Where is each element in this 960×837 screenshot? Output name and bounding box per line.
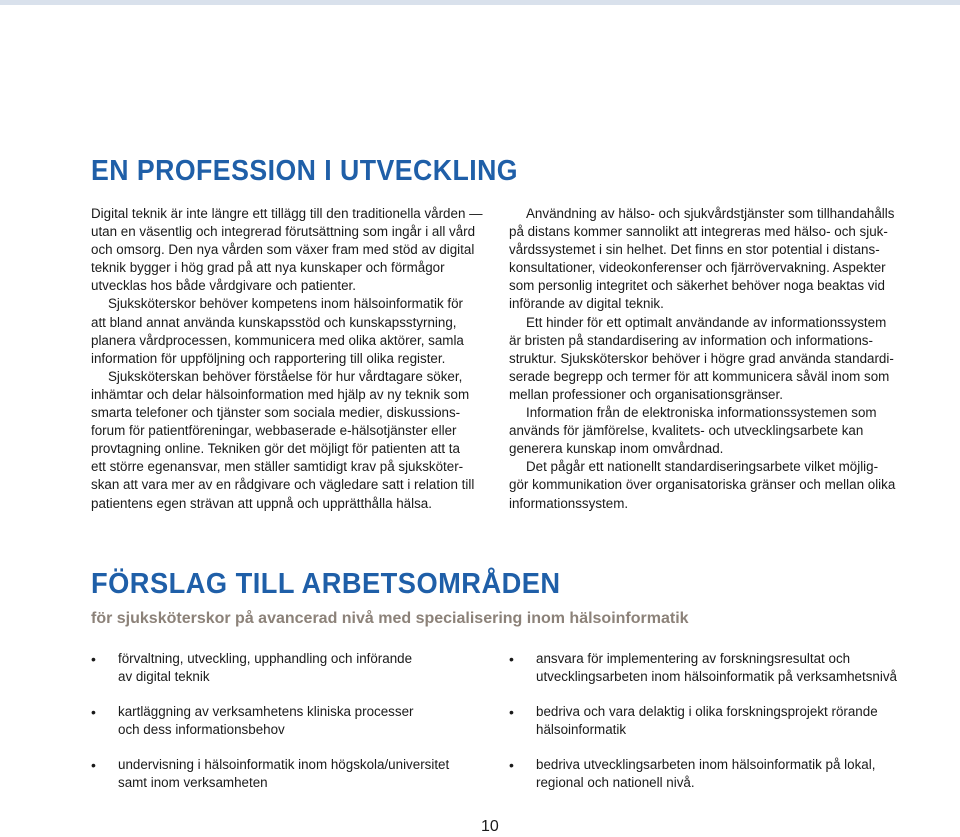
text-line: är bristen på standardisering av information och informations- — [509, 332, 873, 348]
text-line: vårdssystemet i sin helhet. Det finns en stor potential i distans- — [509, 242, 880, 258]
text-line: bedriva och vara delaktig i olika forskningsprojekt rörande — [536, 704, 878, 720]
bullet-icon: • — [91, 651, 96, 667]
text-line: kartläggning av verksamhetens kliniska processer — [118, 704, 414, 720]
text-line: samt inom verksamheten — [118, 775, 268, 791]
paragraph — [91, 368, 481, 513]
text-line: Information från de elektroniska informationssystemen som — [526, 405, 877, 421]
text-line: införande av digital teknik. — [509, 296, 664, 312]
text-line: planera vårdprocessen, kommunicera med olika aktörer, samla — [91, 332, 464, 348]
text-line: patientens egen strävan att uppnå och upprätthålla hälsa. — [91, 495, 432, 511]
proposals-heading: FÖRSLAG TILL ARBETSOMRÅDEN — [91, 568, 561, 600]
bullet-icon: • — [509, 757, 514, 774]
text-line: regional och nationell nivå. — [536, 775, 695, 791]
text-line: utvecklas hos både vårdgivare och patienter. — [91, 278, 357, 294]
text-line: provtagning online. Tekniken gör det möjligt för patienten att ta — [91, 441, 460, 457]
bullet-icon: • — [509, 704, 514, 721]
text-line: ett större egenansvar, men ställer samtidigt krav på sjuksköter- — [91, 459, 464, 475]
text-line: utvecklingsarbeten inom hälsoinformatik på verksamhetsnivå — [536, 669, 897, 685]
list-item — [509, 756, 897, 792]
text-line: gör kommunikation över organisatoriska gränser och mellan olika — [509, 477, 896, 493]
text-line: ansvara för implementering av forskningsresultat och — [536, 651, 851, 666]
text-line: Sjuksköterskan behöver förståelse för hur vårdtagare söker, — [108, 368, 463, 384]
text-line: undervisning i hälsoinformatik inom högskola/universitet — [118, 757, 450, 773]
text-line: som personlig integritet och säkerhet behöver noga beaktas vid — [509, 278, 885, 294]
text-line: generera kunskap inom omvårdnad. — [509, 441, 724, 457]
paragraph — [91, 205, 481, 295]
left-text-column — [91, 205, 481, 513]
text-line: förvaltning, utveckling, upphandling och införande — [118, 651, 413, 666]
text-line: och omsorg. Den nya vården som växer fram med stöd av digital — [91, 242, 475, 258]
text-line: Ett hinder för ett optimalt användande av informationssystem — [526, 314, 887, 330]
section-heading: EN PROFESSION I UTVECKLING — [91, 155, 519, 187]
list-item — [509, 650, 897, 686]
list-item — [91, 756, 449, 792]
paragraph — [509, 314, 904, 404]
text-line: bedriva utvecklingsarbeten inom hälsoinformatik på lokal, — [536, 757, 876, 773]
right-bullet-list — [509, 650, 897, 810]
list-item — [91, 650, 449, 686]
bullet-icon: • — [91, 704, 96, 721]
paragraph — [91, 295, 481, 367]
left-bullet-list — [91, 650, 449, 810]
top-band — [0, 0, 960, 5]
text-line: information för uppföljning och rapportering till olika register. — [91, 350, 446, 366]
text-line: på distans kommer sannolikt att integreras med hälso- och sjuk- — [509, 224, 888, 240]
paragraph — [509, 458, 904, 512]
text-line: konsultationer, videokonferenser och fjärrövervakning. Aspekter — [509, 260, 886, 276]
text-line: Det pågår ett nationellt standardiseringsarbete vilket möjlig- — [526, 459, 879, 475]
text-line: forum för patientföreningar, webbaserade e-hälsotjänster eller — [91, 423, 457, 439]
text-line: används för jämförelse, kvalitets- och utvecklingsarbete kan — [509, 423, 864, 439]
bullet-icon: • — [91, 757, 96, 774]
text-line: inhämtar och delar hälsoinformation med hjälp av ny teknik som — [91, 386, 470, 402]
paragraph — [509, 205, 904, 314]
text-line: att bland annat använda kunskapsstöd och kunskapsstyrning, — [91, 314, 457, 330]
text-line: Digital teknik är inte längre ett tillägg till den traditionella vården — — [91, 206, 483, 221]
proposals-subheading: för sjuksköterskor på avancerad nivå med specialisering inom hälsoinformatik — [91, 610, 689, 627]
text-line: och dess informationsbehov — [118, 722, 285, 738]
text-line: teknik bygger i hög grad på att nya kunskaper och förmågor — [91, 260, 445, 276]
text-line: hälsoinformatik — [536, 722, 627, 738]
text-line: smarta telefoner och tjänster som sociala medier, diskussions- — [91, 405, 461, 421]
text-line: utan en väsentlig och integrerad förutsättning som ingår i all vård — [91, 224, 476, 240]
paragraph — [509, 404, 904, 458]
page-number: 10 — [481, 818, 499, 835]
text-line: serade begrepp och termer för att kommunicera såväl inom som — [509, 368, 890, 384]
text-line: informationssystem. — [509, 495, 629, 511]
right-text-column — [509, 205, 904, 513]
text-line: Användning av hälso- och sjukvårdstjänster som tillhandahålls — [526, 206, 895, 221]
text-line: mellan professioner och organisationsgränser. — [509, 386, 783, 402]
bullet-icon: • — [509, 651, 514, 667]
text-line: Sjuksköterskor behöver kompetens inom hälsoinformatik för — [108, 296, 464, 312]
text-line: struktur. Sjuksköterskor behöver i högre grad använda standardi- — [509, 350, 894, 366]
list-item — [91, 703, 449, 739]
text-line: av digital teknik — [118, 669, 210, 685]
list-item — [509, 703, 897, 739]
text-line: skan att vara mer av en rådgivare och vägledare satt i relation till — [91, 477, 475, 493]
